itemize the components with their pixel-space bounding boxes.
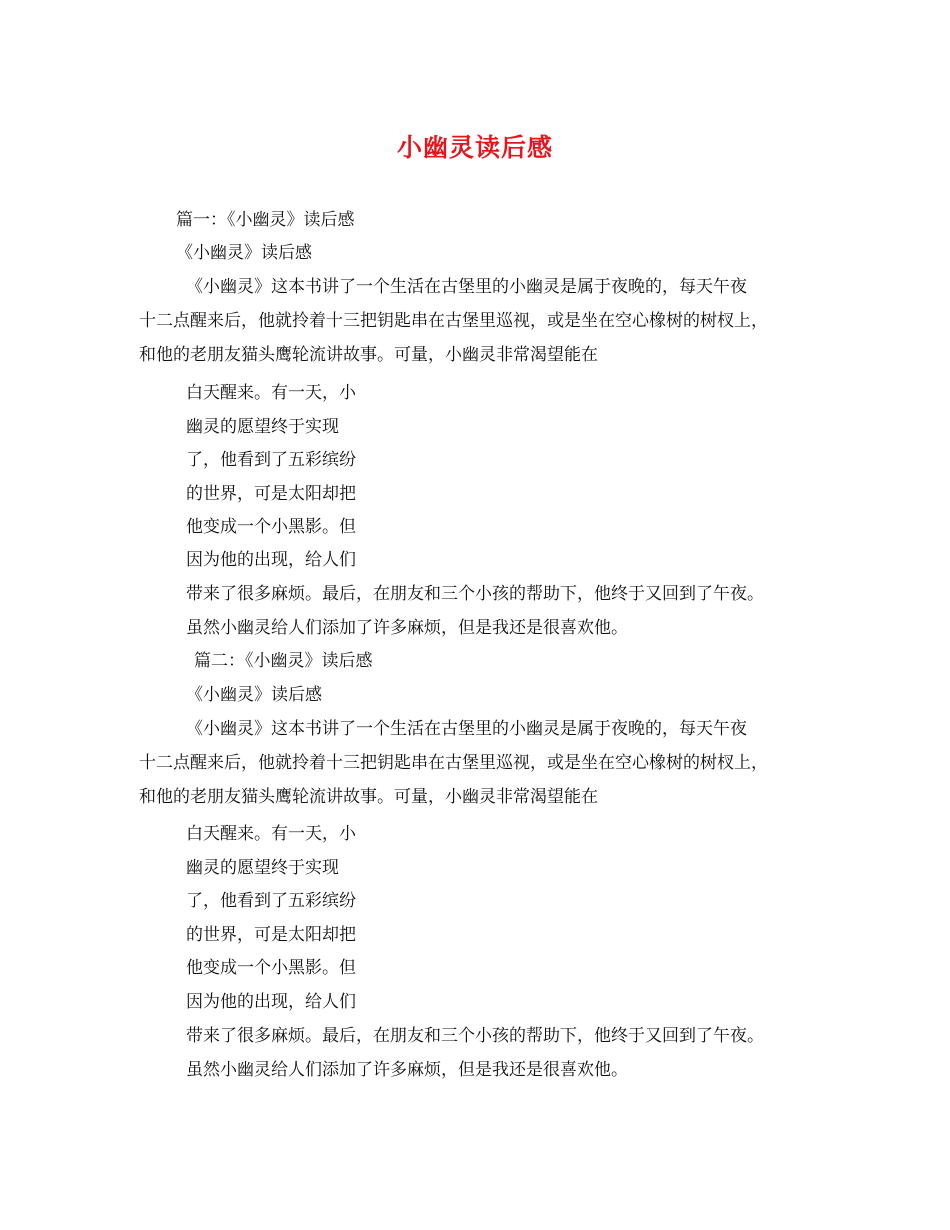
section1-narrow-line: 因为他的出现，给人们 [186,550,356,570]
section2-narrow-line: 幽灵的愿望终于实现 [186,858,339,878]
section2-narrow-line: 白天醒来。有一天，小 [186,824,356,844]
section1-heading: 篇一：《小幽灵》读后感 [176,210,355,230]
section2-subheading: 《小幽灵》读后感 [186,685,322,705]
section1-narrow-line: 了，他看到了五彩缤纷 [186,450,356,470]
section2-narrow-line: 他变成一个小黑影。但 [186,958,356,978]
section1-para-line: 《小幽灵》这本书讲了一个生活在古堡里的小幽灵是属于夜晚的，每天午夜 [186,277,747,297]
section1-narrow-line: 白天醒来。有一天，小 [186,383,356,403]
section2-para-line: 《小幽灵》这本书讲了一个生活在古堡里的小幽灵是属于夜晚的，每天午夜 [186,719,747,739]
section2-narrow-line: 的世界，可是太阳却把 [186,925,356,945]
section2-para-line: 和他的老朋友猫头鹰轮流讲故事。可量，小幽灵非常渴望能在 [139,787,598,807]
section2-closing-line: 虽然小幽灵给人们添加了许多麻烦，但是我还是很喜欢他。 [186,1060,628,1080]
section1-subheading: 《小幽灵》读后感 [176,243,312,263]
section2-closing-line: 带来了很多麻烦。最后，在朋友和三个小孩的帮助下，他终于又回到了午夜。 [186,1026,764,1046]
section2-narrow-line: 了，他看到了五彩缤纷 [186,891,356,911]
section1-closing-line: 虽然小幽灵给人们添加了许多麻烦，但是我还是很喜欢他。 [186,618,628,638]
section2-heading: 篇二：《小幽灵》读后感 [194,651,373,671]
section1-para-line: 和他的老朋友猫头鹰轮流讲故事。可量，小幽灵非常渴望能在 [139,345,598,365]
section1-narrow-line: 的世界，可是太阳却把 [186,484,356,504]
document-title: 小幽灵读后感 [396,133,553,162]
section1-para-line: 十二点醒来后，他就拎着十三把钥匙串在古堡里巡视，或是坐在空心橡树的树杈上， [139,311,768,331]
section1-narrow-line: 幽灵的愿望终于实现 [186,417,339,437]
section2-para-line: 十二点醒来后，他就拎着十三把钥匙串在古堡里巡视，或是坐在空心橡树的树杈上， [139,753,768,773]
section2-narrow-line: 因为他的出现，给人们 [186,992,356,1012]
section1-narrow-line: 他变成一个小黑影。但 [186,517,356,537]
section1-closing-line: 带来了很多麻烦。最后，在朋友和三个小孩的帮助下，他终于又回到了午夜。 [186,584,764,604]
